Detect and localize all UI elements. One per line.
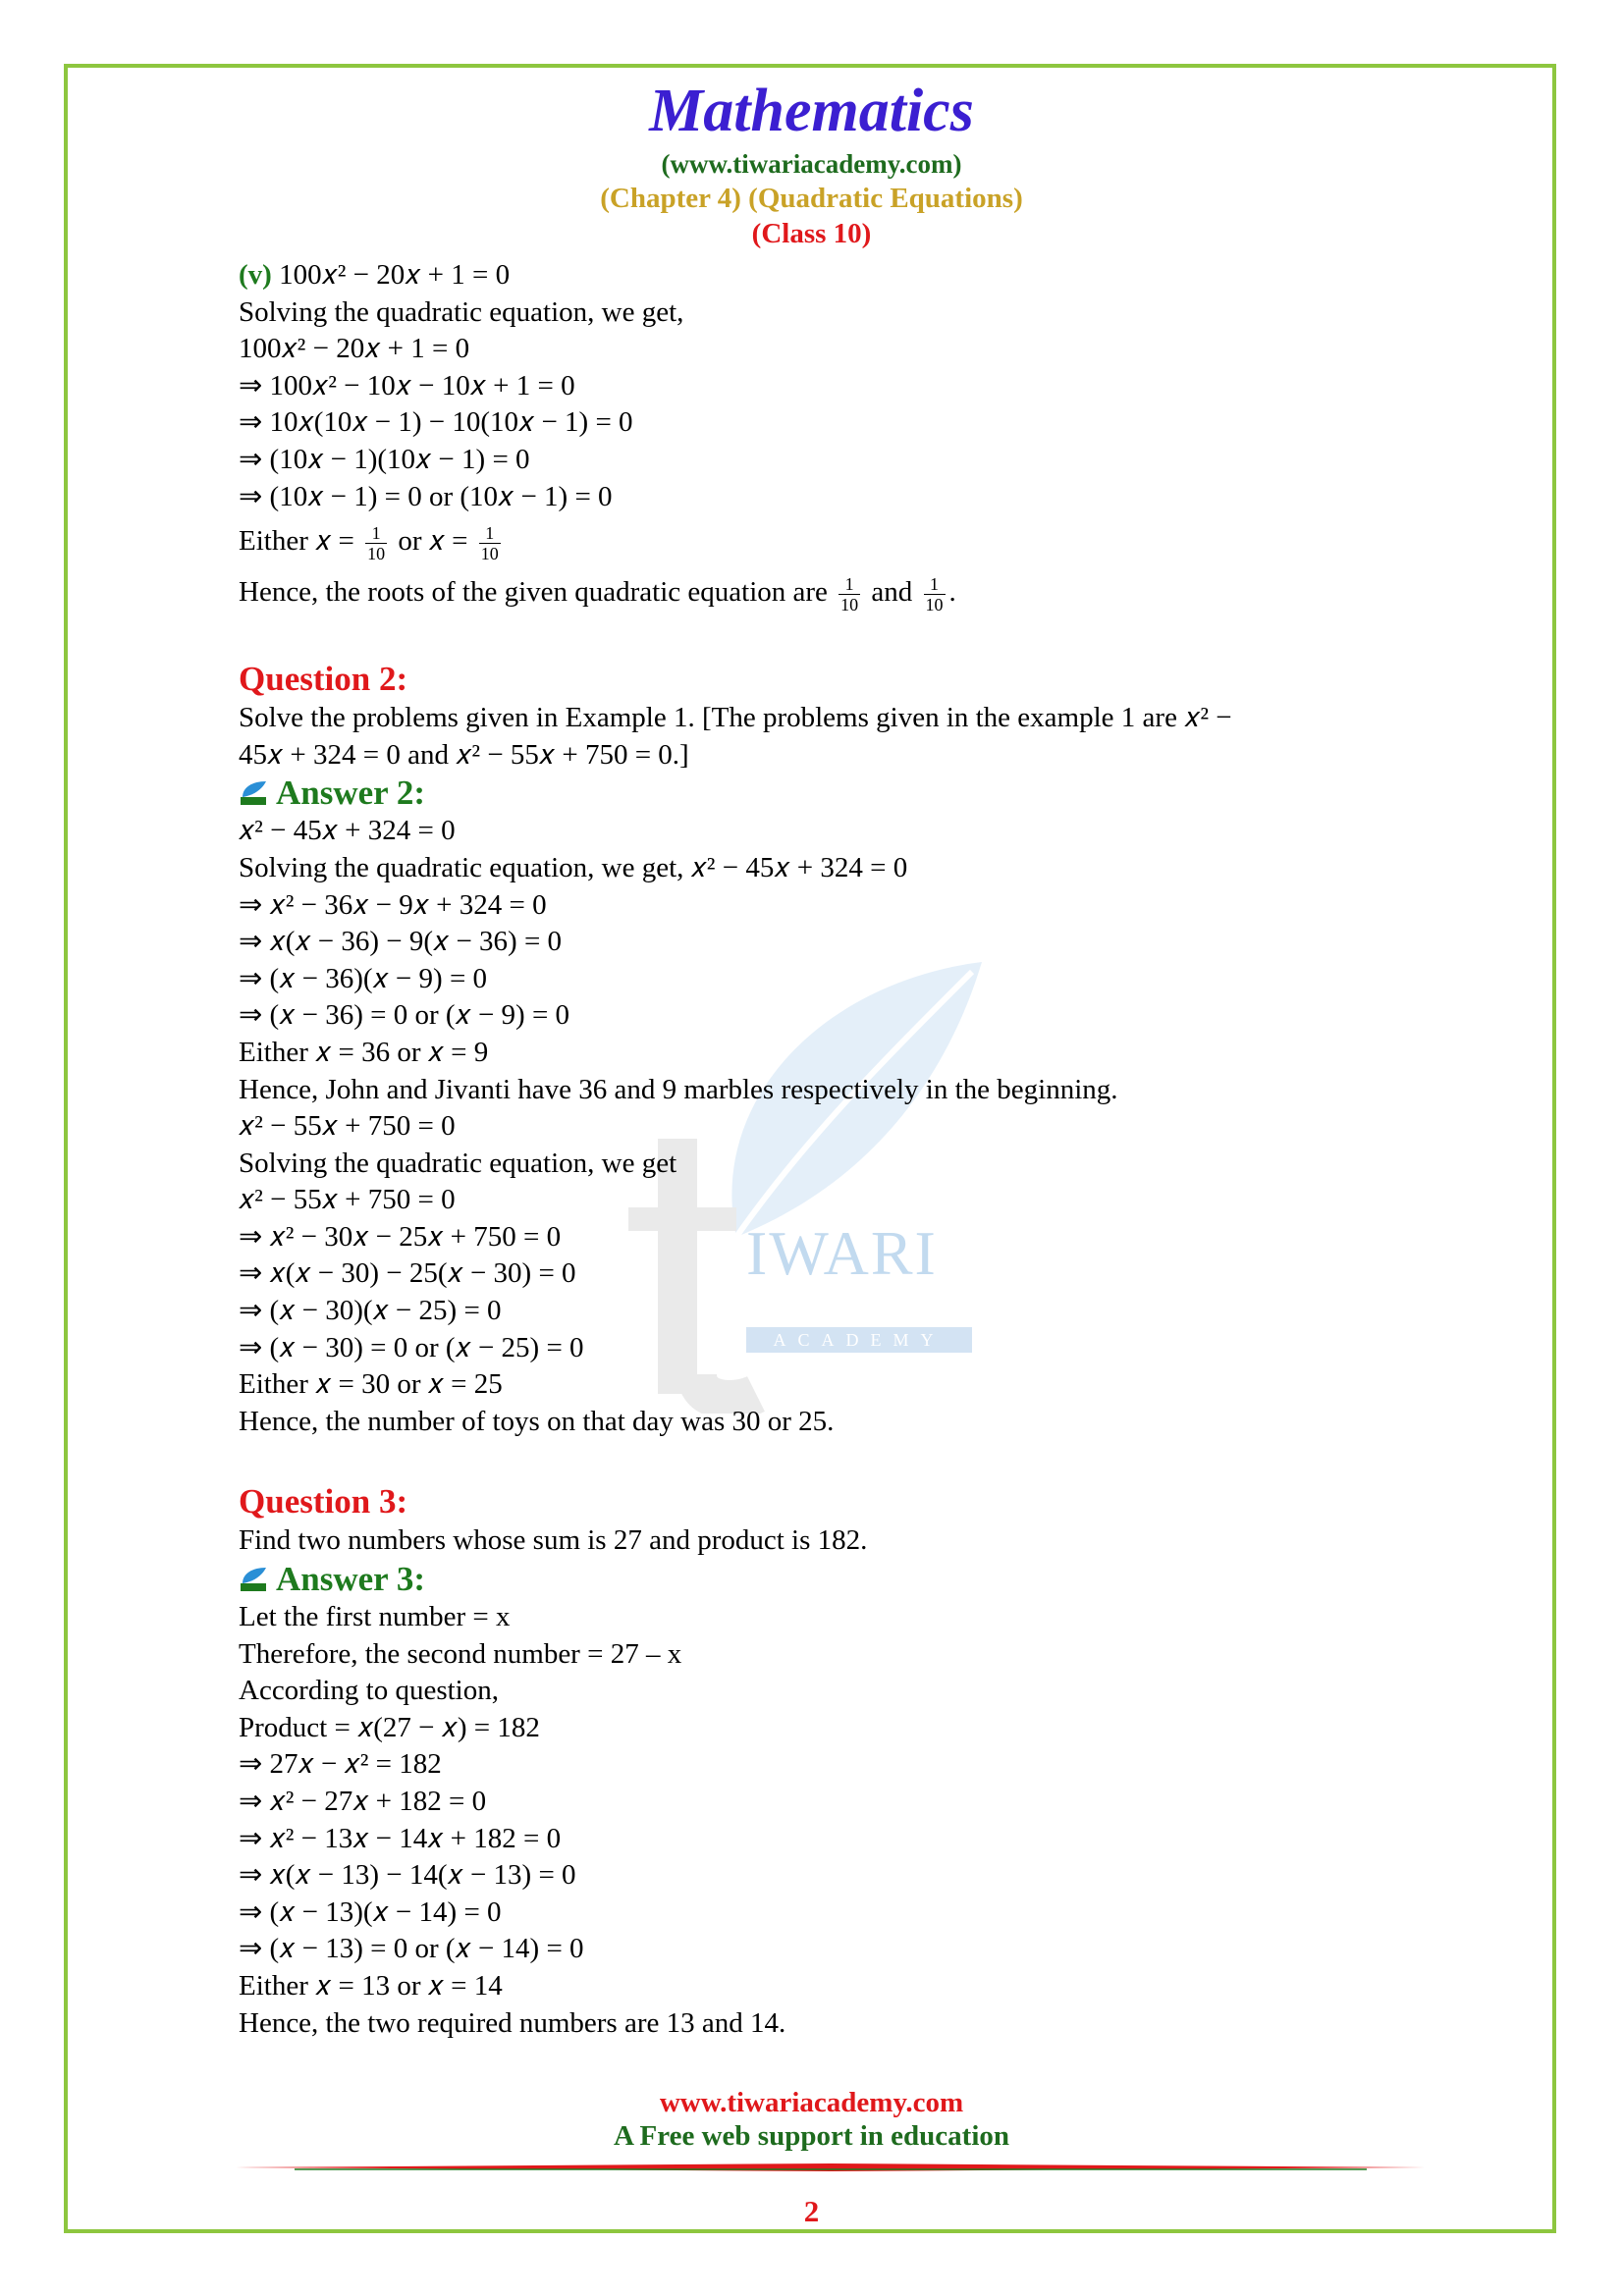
solution-line: ⇒ (𝑥 − 13)(𝑥 − 14) = 0 bbox=[239, 1896, 502, 1928]
answer-2-heading: Answer 2: bbox=[239, 774, 1417, 813]
solution-line: ⇒ (𝑥 − 36) = 0 or (𝑥 − 9) = 0 bbox=[239, 999, 570, 1032]
page-content bbox=[239, 257, 1417, 2042]
tiwari-logo-icon bbox=[239, 779, 268, 807]
solution-line: Hence, the two required numbers are 13 and 14. bbox=[239, 2006, 786, 2039]
solution-line: ⇒ 𝑥(𝑥 − 36) − 9(𝑥 − 36) = 0 bbox=[239, 926, 563, 958]
solution-line: ⇒ 𝑥² − 36𝑥 − 9𝑥 + 324 = 0 bbox=[239, 888, 547, 921]
solution-line: ⇒ 10𝑥(10𝑥 − 1) − 10(10𝑥 − 1) = 0 bbox=[239, 406, 633, 439]
question-2-text: Solve the problems given in Example 1. [The problems given in the example 1 are 𝑥² − bbox=[239, 702, 1232, 734]
question-3-heading: Question 3: bbox=[239, 1482, 408, 1522]
solution-line: Either 𝑥 = 30 or 𝑥 = 25 bbox=[239, 1368, 503, 1401]
solution-line: 100𝑥² − 20𝑥 + 1 = 0 bbox=[239, 333, 470, 365]
solution-line: Let the first number = x bbox=[239, 1601, 511, 1633]
solution-line: ⇒ (10𝑥 − 1) = 0 or (10𝑥 − 1) = 0 bbox=[239, 480, 613, 512]
solution-line: ⇒ (𝑥 − 36)(𝑥 − 9) = 0 bbox=[239, 962, 488, 994]
solution-line: Therefore, the second number = 27 – x bbox=[239, 1637, 682, 1670]
solution-line: Either 𝑥 = 13 or 𝑥 = 14 bbox=[239, 1969, 503, 2002]
solution-line: Solving the quadratic equation, we get, 𝑥² − 45𝑥 + 324 = 0 bbox=[239, 851, 908, 883]
header-site: (www.tiwariacademy.com) bbox=[661, 149, 962, 179]
solution-line: Either 𝑥 = 36 or 𝑥 = 9 bbox=[239, 1036, 489, 1068]
header-class: (Class 10) bbox=[751, 218, 872, 249]
solution-line: Solving the quadratic equation, we get, bbox=[239, 295, 684, 328]
watermark-text: IWARI bbox=[746, 1218, 938, 1288]
solution-line: Hence, the number of toys on that day was 30 or 25. bbox=[239, 1405, 835, 1437]
solution-line: Product = 𝑥(27 − 𝑥) = 182 bbox=[239, 1711, 540, 1743]
fraction: $\frac{1}{10}$ bbox=[925, 574, 944, 614]
tiwari-logo-icon bbox=[239, 1566, 268, 1593]
solution-line: ⇒ 𝑥² − 30𝑥 − 25𝑥 + 750 = 0 bbox=[239, 1220, 562, 1253]
page-title: Mathematics bbox=[649, 78, 974, 144]
solution-line: ⇒ (𝑥 − 13) = 0 or (𝑥 − 14) = 0 bbox=[239, 1933, 584, 1965]
page-number: 2 bbox=[803, 2194, 820, 2228]
solution-line: ⇒ (𝑥 − 30) = 0 or (𝑥 − 25) = 0 bbox=[239, 1331, 584, 1363]
solution-line: According to question, bbox=[239, 1675, 499, 1707]
solution-line: Hence, John and Jivanti have 36 and 9 marbles respectively in the beginning. bbox=[239, 1073, 1118, 1105]
solution-line: Solving the quadratic equation, we get bbox=[239, 1147, 677, 1179]
question-3-text: Find two numbers whose sum is 27 and product is 182. bbox=[239, 1524, 868, 1557]
question-2-text: 45𝑥 + 324 = 0 and 𝑥² − 55𝑥 + 750 = 0.] bbox=[239, 738, 689, 771]
fraction: $\frac{1}{10}$ bbox=[367, 523, 386, 563]
question-2-heading: Question 2: bbox=[239, 660, 408, 699]
solution-line: 𝑥² − 55𝑥 + 750 = 0 bbox=[239, 1110, 456, 1143]
fraction: $\frac{1}{10}$ bbox=[840, 574, 859, 614]
solution-line: 𝑥² − 55𝑥 + 750 = 0 bbox=[239, 1184, 456, 1216]
footer-divider bbox=[236, 2163, 1426, 2171]
solution-line: ⇒ 𝑥² − 13𝑥 − 14𝑥 + 182 = 0 bbox=[239, 1822, 562, 1854]
header-chapter: (Chapter 4) (Quadratic Equations) bbox=[600, 183, 1023, 214]
either-line: Either 𝑥 = $\frac{1}{10}$ or 𝑥 = $\frac{1}{10}$ bbox=[239, 523, 499, 563]
solution-line: 𝑥² − 45𝑥 + 324 = 0 bbox=[239, 815, 456, 847]
watermark-subtext: ACADEMY bbox=[746, 1327, 972, 1353]
solution-line: ⇒ (𝑥 − 30)(𝑥 − 25) = 0 bbox=[239, 1295, 502, 1327]
footer-site-link[interactable]: www.tiwariacademy.com bbox=[659, 2087, 964, 2118]
solution-line: ⇒ (10𝑥 − 1)(10𝑥 − 1) = 0 bbox=[239, 443, 530, 475]
answer-3-heading: Answer 3: bbox=[239, 1560, 1417, 1599]
hence-line: Hence, the roots of the given quadratic equation are $\frac{1}{10}$ and $\frac{1}{10}$ . bbox=[239, 574, 956, 614]
fraction: $\frac{1}{10}$ bbox=[480, 523, 499, 563]
solution-line: ⇒ 𝑥(𝑥 − 13) − 14(𝑥 − 13) = 0 bbox=[239, 1859, 576, 1892]
solution-line: ⇒ 𝑥(𝑥 − 30) − 25(𝑥 − 30) = 0 bbox=[239, 1257, 576, 1290]
solution-line: ⇒ 100𝑥² − 10𝑥 − 10𝑥 + 1 = 0 bbox=[239, 369, 575, 401]
footer-tagline: A Free web support in education bbox=[613, 2120, 1010, 2152]
solution-line: ⇒ 27𝑥 − 𝑥² = 182 bbox=[239, 1748, 442, 1781]
part-v-equation: (v) 100𝑥² − 20𝑥 + 1 = 0 bbox=[239, 259, 511, 291]
solution-line: ⇒ 𝑥² − 27𝑥 + 182 = 0 bbox=[239, 1786, 487, 1817]
